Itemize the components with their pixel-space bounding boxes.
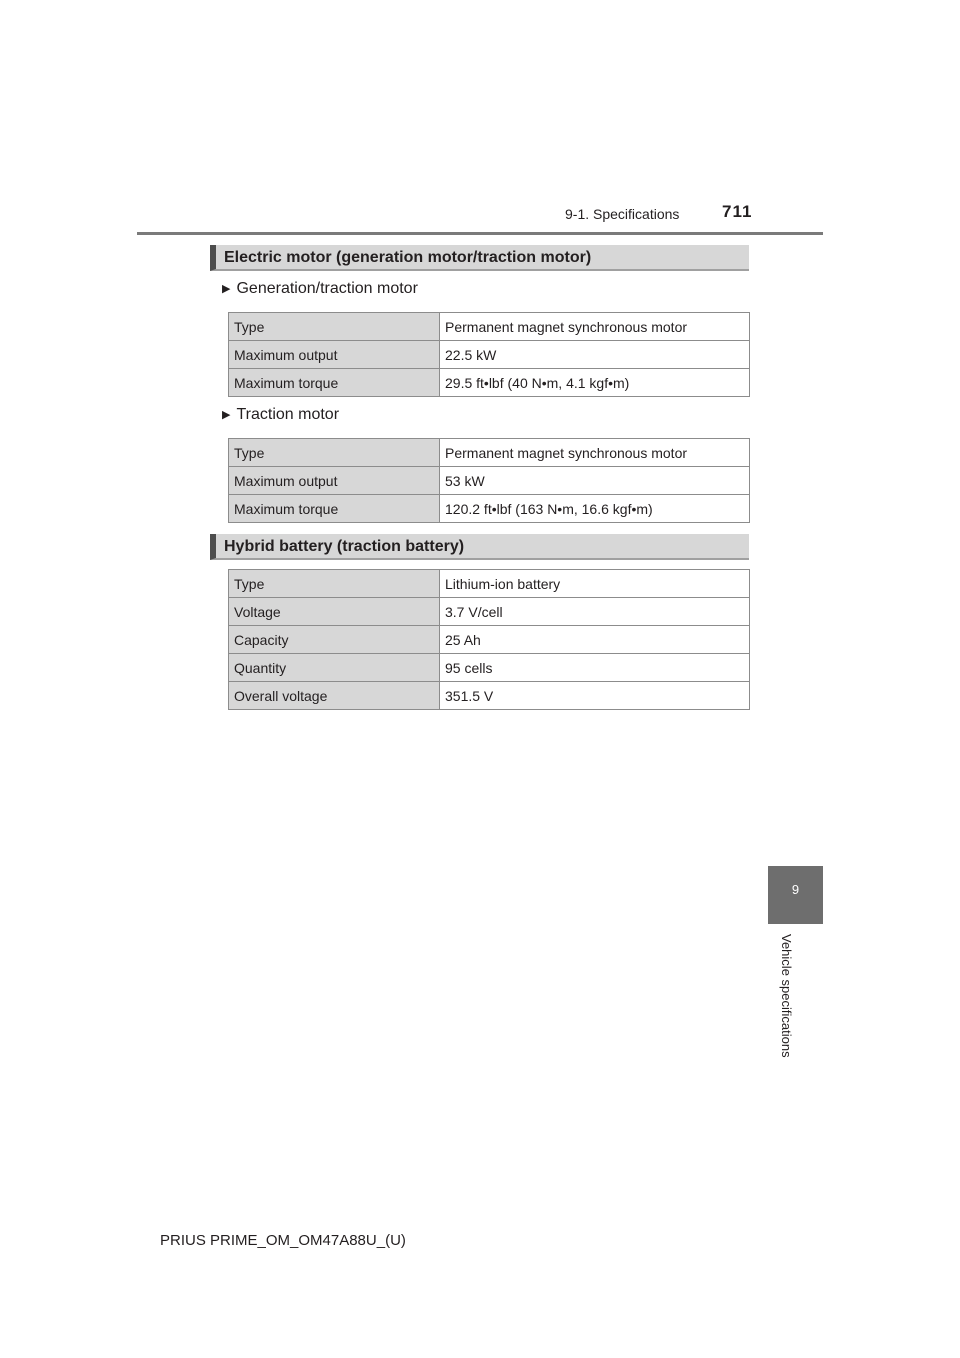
table-row	[229, 313, 750, 341]
row-value: 120.2 ft•lbf (163 N•m, 16.6 kgf•m)	[440, 495, 750, 523]
table-row	[229, 598, 750, 626]
footer-document-code: PRIUS PRIME_OM_OM47A88U_(U)	[160, 1232, 406, 1249]
traction-motor-table	[228, 438, 750, 523]
table-row	[229, 341, 750, 369]
hybrid-battery-table	[228, 569, 750, 710]
row-key: Maximum torque	[229, 495, 440, 523]
chapter-label: Vehicle specifications	[779, 934, 794, 1058]
section-title-hybrid-battery: Hybrid battery (traction battery)	[210, 534, 749, 560]
generation-motor-table	[228, 312, 750, 397]
table-row	[229, 439, 750, 467]
row-value: Permanent magnet synchronous motor	[440, 313, 750, 341]
table-row	[229, 570, 750, 598]
row-key: Maximum output	[229, 341, 440, 369]
row-key: Type	[229, 570, 440, 598]
row-value: 3.7 V/cell	[440, 598, 750, 626]
row-key: Voltage	[229, 598, 440, 626]
header-divider	[137, 232, 823, 235]
table-row	[229, 654, 750, 682]
subheading-label: Traction motor	[236, 406, 340, 423]
row-value: 53 kW	[440, 467, 750, 495]
triangle-right-icon: ▶	[222, 409, 231, 421]
table-row	[229, 369, 750, 397]
row-value: Lithium-ion battery	[440, 570, 750, 598]
row-value: 22.5 kW	[440, 341, 750, 369]
row-value: Permanent magnet synchronous motor	[440, 439, 750, 467]
section-title-electric-motor: Electric motor (generation motor/traction motor)	[210, 245, 749, 271]
table-row	[229, 495, 750, 523]
header-section-title: 9-1. Specifications	[565, 206, 680, 222]
row-key: Maximum torque	[229, 369, 440, 397]
row-value: 25 Ah	[440, 626, 750, 654]
row-key: Maximum output	[229, 467, 440, 495]
row-key: Type	[229, 439, 440, 467]
chapter-tab: 9	[768, 866, 823, 924]
subheading-label: Generation/traction motor	[236, 280, 418, 297]
table-row	[229, 626, 750, 654]
row-value: 95 cells	[440, 654, 750, 682]
row-key: Capacity	[229, 626, 440, 654]
page-number: 711	[722, 202, 753, 221]
row-key: Type	[229, 313, 440, 341]
row-value: 29.5 ft•lbf (40 N•m, 4.1 kgf•m)	[440, 369, 750, 397]
triangle-right-icon: ▶	[222, 283, 231, 295]
table-row	[229, 467, 750, 495]
row-value: 351.5 V	[440, 682, 750, 710]
row-key: Quantity	[229, 654, 440, 682]
subheading-traction-motor	[222, 406, 339, 424]
row-key: Overall voltage	[229, 682, 440, 710]
subheading-generation-motor	[222, 280, 418, 298]
table-row	[229, 682, 750, 710]
